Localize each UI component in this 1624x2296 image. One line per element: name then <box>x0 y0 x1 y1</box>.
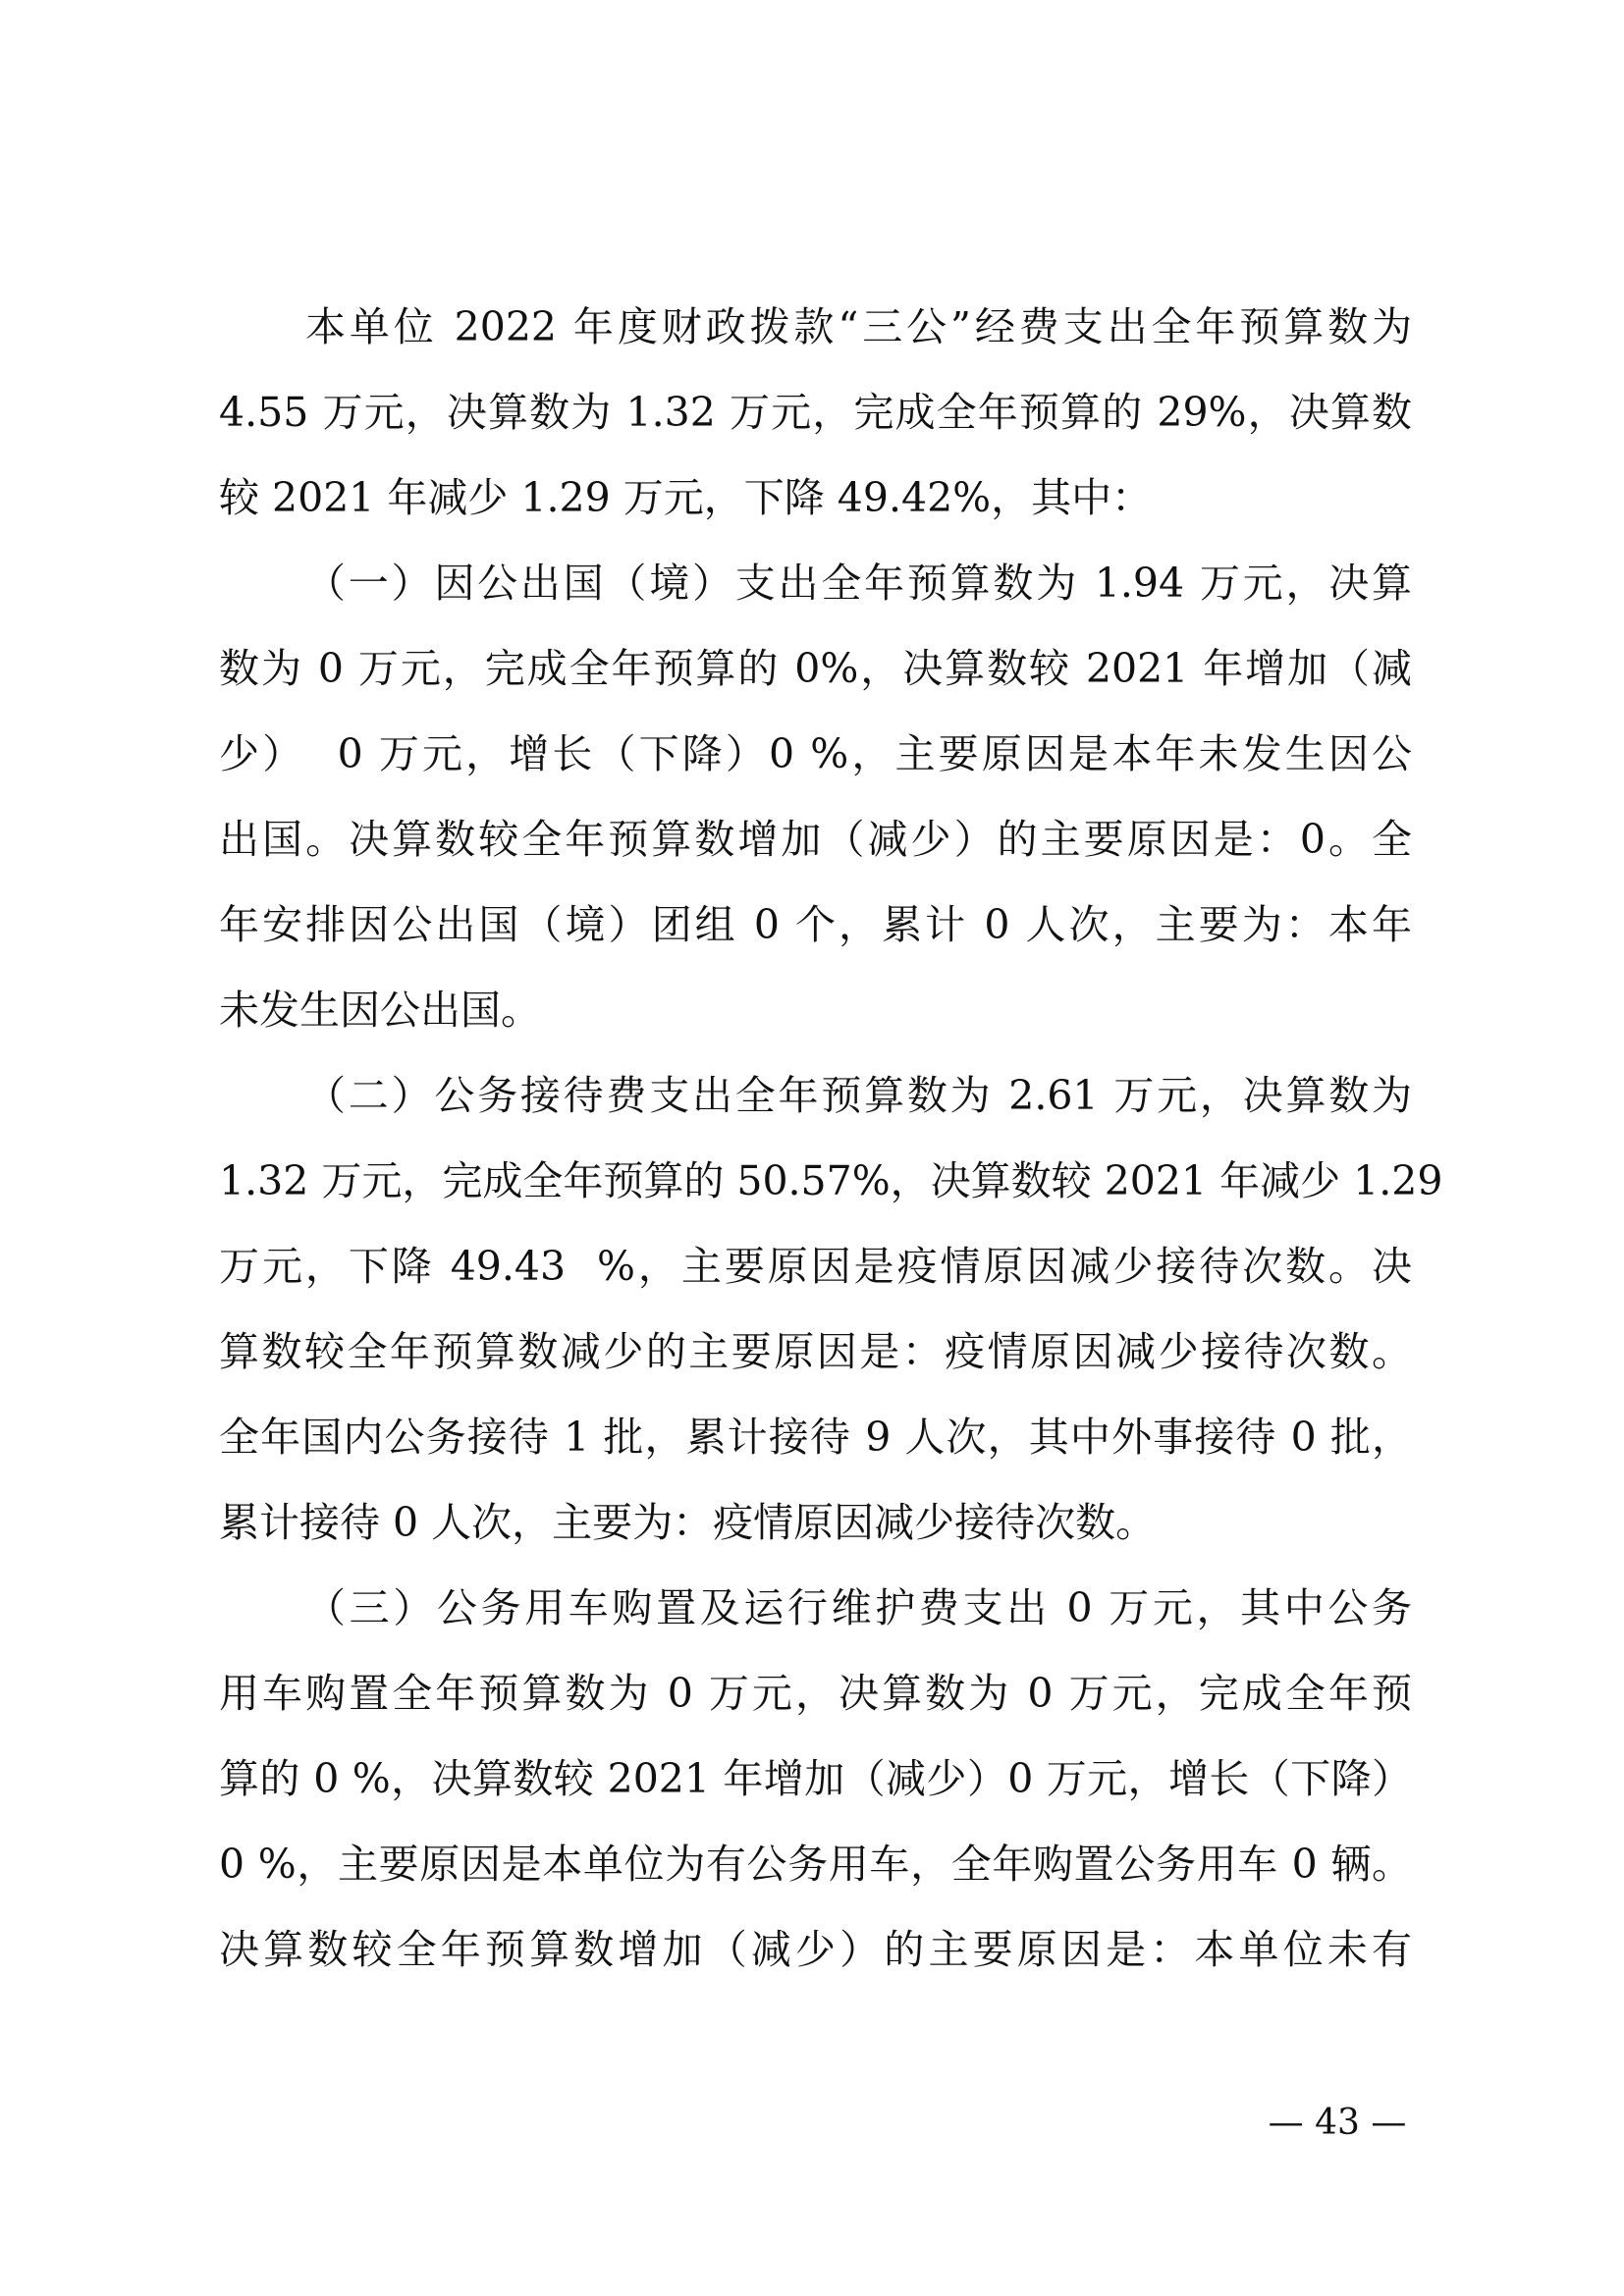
paragraph-2-line-5: 年安排因公出国（境）团组 0 个，累计 0 人次，主要为：本年 <box>219 901 1412 948</box>
paragraph-2-line-6: 未发生因公出国。 <box>219 987 541 1034</box>
paragraph-2-line-4: 出国。决算数较全年预算数增加（减少）的主要原因是：0。全 <box>219 816 1412 863</box>
paragraph-4-line-2: 用车购置全年预算数为 0 万元，决算数为 0 万元，完成全年预 <box>219 1670 1412 1717</box>
paragraph-4-line-4: 0 %，主要原因是本单位为有公务用车，全年购置公务用车 0 辆。 <box>219 1841 1412 1888</box>
paragraph-3-line-1: （二）公务接待费支出全年预算数为 2.61 万元，决算数为 <box>305 1072 1412 1119</box>
paragraph-2-line-1: （一）因公出国（境）支出全年预算数为 1.94 万元，决算 <box>305 560 1412 607</box>
paragraph-2-line-3: 少） 0 万元，增长（下降）0 %，主要原因是本年未发生因公 <box>219 730 1412 777</box>
paragraph-4-line-1: （三）公务用车购置及运行维护费支出 0 万元，其中公务 <box>305 1584 1412 1631</box>
paragraph-1-line-2: 4.55 万元，决算数为 1.32 万元，完成全年预算的 29%，决算数 <box>219 389 1412 436</box>
paragraph-4-line-5: 决算数较全年预算数增加（减少）的主要原因是：本单位未有 <box>219 1926 1412 1973</box>
paragraph-3-line-5: 全年国内公务接待 1 批，累计接待 9 人次，其中外事接待 0 批， <box>219 1414 1412 1461</box>
page-number: — 43 — <box>1268 2103 1407 2143</box>
paragraph-1-line-3: 较 2021 年减少 1.29 万元，下降 49.42%，其中： <box>219 474 1153 521</box>
paragraph-3-line-3: 万元，下降 49.43 %，主要原因是疫情原因减少接待次数。决 <box>219 1243 1412 1290</box>
paragraph-2-line-2: 数为 0 万元，完成全年预算的 0%，决算数较 2021 年增加（减 <box>219 645 1412 692</box>
paragraph-3-line-4: 算数较全年预算数减少的主要原因是：疫情原因减少接待次数。 <box>219 1328 1412 1375</box>
paragraph-3-line-2: 1.32 万元，完成全年预算的 50.57%，决算数较 2021 年减少 1.29 <box>219 1157 1443 1204</box>
paragraph-4-line-3: 算的 0 %，决算数较 2021 年增加（减少）0 万元，增长（下降） <box>219 1755 1412 1802</box>
paragraph-1-line-1: 本单位 2022 年度财政拨款“三公”经费支出全年预算数为 <box>305 303 1412 350</box>
paragraph-3-line-6: 累计接待 0 人次，主要为：疫情原因减少接待次数。 <box>219 1499 1157 1546</box>
